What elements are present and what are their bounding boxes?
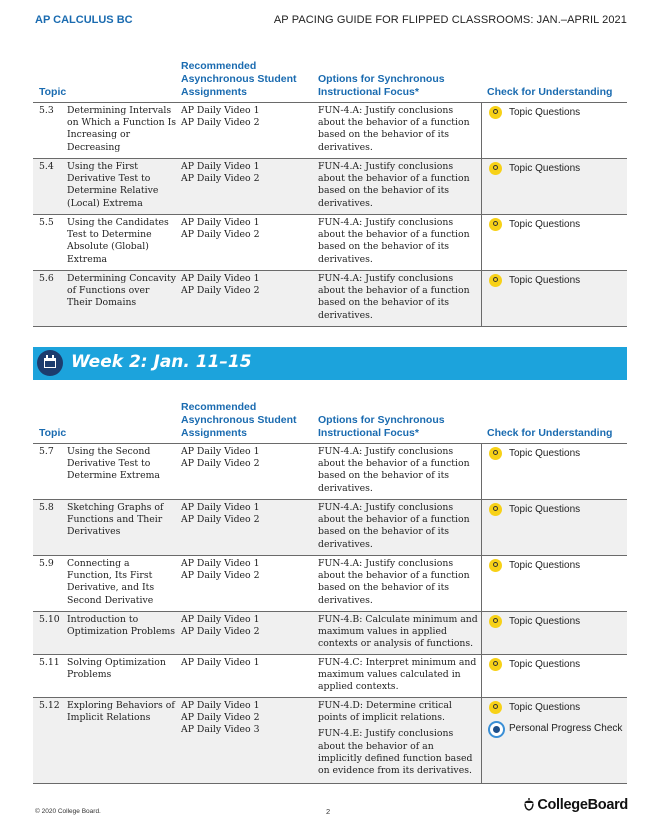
header-left: AP CALCULUS BC <box>35 14 133 26</box>
acorn-icon <box>523 797 535 811</box>
week-banner <box>33 347 627 380</box>
col-assign-line: Asynchronous Student <box>181 73 297 85</box>
header-right: AP PACING GUIDE FOR FLIPPED CLASSROOMS: JAN.–APRIL 2021 <box>273 14 627 26</box>
lightbulb-icon <box>489 106 502 119</box>
col-focus-line: Instructional Focus* <box>318 427 419 439</box>
topic-title: Using the First Derivative Test to Determine Relative (Local) Extrema <box>67 161 159 209</box>
check-item[interactable] <box>487 701 625 717</box>
check-label: Topic Questions <box>509 448 581 459</box>
col-topic: Topic <box>39 86 67 98</box>
col-assignments <box>181 60 297 99</box>
topic-title: Determining Concavity of Functions over Their Domains <box>67 273 176 309</box>
table-row <box>33 556 627 612</box>
topic-number: 5.5 <box>39 217 54 228</box>
table-body <box>33 103 627 327</box>
col-assign-line: Asynchronous Student <box>181 414 297 426</box>
instructional-focus <box>318 161 478 210</box>
week-title: Week 2: Jan. 11–15 <box>71 352 252 372</box>
col-assign-line: Recommended <box>181 60 257 72</box>
lightbulb-icon <box>489 701 502 714</box>
lightbulb-icon <box>489 559 502 572</box>
check-item[interactable] <box>487 559 625 575</box>
instructional-focus <box>318 700 478 777</box>
table-header <box>33 50 627 103</box>
check-label: Topic Questions <box>509 107 581 118</box>
lightbulb-icon <box>489 162 502 175</box>
assignments <box>181 657 313 669</box>
lightbulb-icon <box>489 658 502 671</box>
assignments <box>181 558 313 582</box>
topic-number: 5.12 <box>39 700 60 711</box>
focus-item: FUN-4.A: Justify conclusions about the behavior of a function based on the behavior of its derivatives. <box>318 217 470 265</box>
calendar-icon <box>37 350 63 376</box>
lightbulb-icon <box>489 274 502 287</box>
check-for-understanding <box>487 274 625 290</box>
check-item[interactable] <box>487 447 625 463</box>
topic-number: 5.8 <box>39 502 54 513</box>
focus-item: FUN-4.E: Justify conclusions about the behavior of an implicitly defined function based on evidence from its derivatives. <box>318 728 473 777</box>
focus-item: FUN-4.B: Calculate minimum and maximum values in applied contexts or analysis of functions. <box>318 614 478 650</box>
topic-title: Using the Second Derivative Test to Determine Extrema <box>67 446 160 482</box>
table-body <box>33 444 627 784</box>
topic-title: Determining Intervals on Which a Function Is Increasing or Decreasing <box>67 105 177 153</box>
assignment-item: AP Daily Video 1 <box>181 446 260 457</box>
col-topic: Topic <box>39 427 67 439</box>
assignment-item: AP Daily Video 1 <box>181 657 260 668</box>
instructional-focus <box>318 446 478 495</box>
check-for-understanding <box>487 503 625 519</box>
focus-item: FUN-4.A: Justify conclusions about the behavior of a function based on the behavior of its derivatives. <box>318 105 470 153</box>
check-label: Topic Questions <box>509 163 581 174</box>
assignments <box>181 105 313 129</box>
lightbulb-icon <box>489 503 502 516</box>
assignment-item: AP Daily Video 2 <box>181 173 260 185</box>
check-label: Topic Questions <box>509 219 581 230</box>
topic-number: 5.11 <box>39 657 60 668</box>
assignments <box>181 273 313 297</box>
col-focus-line: Options for Synchronous <box>318 73 445 85</box>
assignment-item: AP Daily Video 2 <box>181 458 260 470</box>
topic-title: Exploring Behaviors of Implicit Relations <box>67 700 175 724</box>
table-row <box>33 500 627 556</box>
assignments <box>181 161 313 185</box>
col-assignments <box>181 401 297 440</box>
check-label: Topic Questions <box>509 504 581 515</box>
assignment-item: AP Daily Video 2 <box>181 229 260 241</box>
instructional-focus <box>318 217 478 266</box>
check-item[interactable] <box>487 722 625 738</box>
check-item[interactable] <box>487 615 625 631</box>
topic-title: Solving Optimization Problems <box>67 657 166 681</box>
col-focus-line: Options for Synchronous <box>318 414 445 426</box>
table-row <box>33 698 627 784</box>
assignments <box>181 700 313 737</box>
check-for-understanding <box>487 615 625 631</box>
assignment-item: AP Daily Video 2 <box>181 514 260 526</box>
assignment-item: AP Daily Video 2 <box>181 626 260 638</box>
check-for-understanding <box>487 658 625 674</box>
check-item[interactable] <box>487 503 625 519</box>
assignments <box>181 502 313 526</box>
assignment-item: AP Daily Video 1 <box>181 502 260 513</box>
topic-title: Using the Candidates Test to Determine Absolute (Global) Extrema <box>67 217 169 265</box>
check-for-understanding <box>487 701 625 738</box>
check-item[interactable] <box>487 106 625 122</box>
check-label: Topic Questions <box>509 616 581 627</box>
table-row <box>33 271 627 327</box>
lightbulb-icon <box>489 447 502 460</box>
instructional-focus <box>318 614 478 651</box>
check-for-understanding <box>487 218 625 234</box>
check-label: Topic Questions <box>509 659 581 670</box>
assignment-item: AP Daily Video 2 <box>181 712 260 724</box>
focus-item: FUN-4.A: Justify conclusions about the behavior of a function based on the behavior of its derivatives. <box>318 273 470 321</box>
lightbulb-icon <box>489 218 502 231</box>
topic-number: 5.10 <box>39 614 60 625</box>
focus-item: FUN-4.C: Interpret minimum and maximum values calculated in applied contexts. <box>318 657 477 693</box>
check-for-understanding <box>487 162 625 178</box>
focus-item: FUN-4.A: Justify conclusions about the behavior of a function based on the behavior of its derivatives. <box>318 502 470 550</box>
col-focus <box>318 414 445 440</box>
focus-item: FUN-4.D: Determine critical points of implicit relations. <box>318 700 452 724</box>
check-label: Topic Questions <box>509 275 581 286</box>
check-item[interactable] <box>487 218 625 234</box>
instructional-focus <box>318 502 478 551</box>
col-check: Check for Understanding <box>487 86 613 98</box>
col-assign-line: Assignments <box>181 86 247 98</box>
table-row <box>33 215 627 271</box>
topic-title: Sketching Graphs of Functions and Their Derivatives <box>67 502 164 538</box>
check-for-understanding <box>487 106 625 122</box>
assignment-item: AP Daily Video 1 <box>181 558 260 569</box>
assignment-item: AP Daily Video 1 <box>181 217 260 228</box>
col-check: Check for Understanding <box>487 427 613 439</box>
instructional-focus <box>318 657 478 694</box>
table-row <box>33 159 627 215</box>
table-row <box>33 103 627 159</box>
logo-text: CollegeBoard <box>537 797 628 813</box>
assignments <box>181 614 313 638</box>
table-row <box>33 612 627 655</box>
lightbulb-icon <box>489 615 502 628</box>
col-focus-line: Instructional Focus* <box>318 86 419 98</box>
instructional-focus <box>318 558 478 607</box>
instructional-focus <box>318 273 478 322</box>
assignment-item: AP Daily Video 1 <box>181 273 260 284</box>
topic-number: 5.7 <box>39 446 54 457</box>
focus-item: FUN-4.A: Justify conclusions about the behavior of a function based on the behavior of its derivatives. <box>318 558 470 606</box>
page-number: 2 <box>326 807 331 816</box>
col-assign-line: Recommended <box>181 401 257 413</box>
assignment-item: AP Daily Video 2 <box>181 117 260 129</box>
table-row <box>33 655 627 698</box>
assignment-item: AP Daily Video 1 <box>181 161 260 172</box>
focus-item: FUN-4.A: Justify conclusions about the behavior of a function based on the behavior of its derivatives. <box>318 161 470 209</box>
assignment-item: AP Daily Video 1 <box>181 105 260 116</box>
check-label: Topic Questions <box>509 702 581 713</box>
focus-item: FUN-4.A: Justify conclusions about the behavior of a function based on the behavior of its derivatives. <box>318 446 470 494</box>
topic-title: Introduction to Optimization Problems <box>67 614 176 638</box>
instructional-focus <box>318 105 478 154</box>
collegeboard-logo <box>523 797 628 813</box>
check-for-understanding <box>487 447 625 463</box>
col-assign-line: Assignments <box>181 427 247 439</box>
assignments <box>181 446 313 470</box>
topic-number: 5.6 <box>39 273 54 284</box>
assignment-item: AP Daily Video 2 <box>181 285 260 297</box>
assignment-item: AP Daily Video 1 <box>181 614 260 625</box>
check-label: Topic Questions <box>509 560 581 571</box>
check-label: Personal Progress Check <box>509 723 623 734</box>
pacing-table-week2 <box>33 391 627 784</box>
table-row <box>33 444 627 500</box>
assignments <box>181 217 313 241</box>
copyright: © 2020 College Board. <box>35 808 101 815</box>
check-item[interactable] <box>487 658 625 674</box>
topic-number: 5.3 <box>39 105 54 116</box>
pacing-table-week1 <box>33 50 627 327</box>
assignment-item: AP Daily Video 2 <box>181 570 260 582</box>
check-item[interactable] <box>487 274 625 290</box>
topic-title: Connecting a Function, Its First Derivative, and Its Second Derivative <box>67 558 155 606</box>
assignment-item: AP Daily Video 3 <box>181 724 260 736</box>
check-for-understanding <box>487 559 625 575</box>
progress-check-icon <box>488 721 505 738</box>
topic-number: 5.9 <box>39 558 54 569</box>
col-focus <box>318 73 445 99</box>
assignment-item: AP Daily Video 1 <box>181 700 260 711</box>
topic-number: 5.4 <box>39 161 54 172</box>
check-item[interactable] <box>487 162 625 178</box>
table-header <box>33 391 627 444</box>
